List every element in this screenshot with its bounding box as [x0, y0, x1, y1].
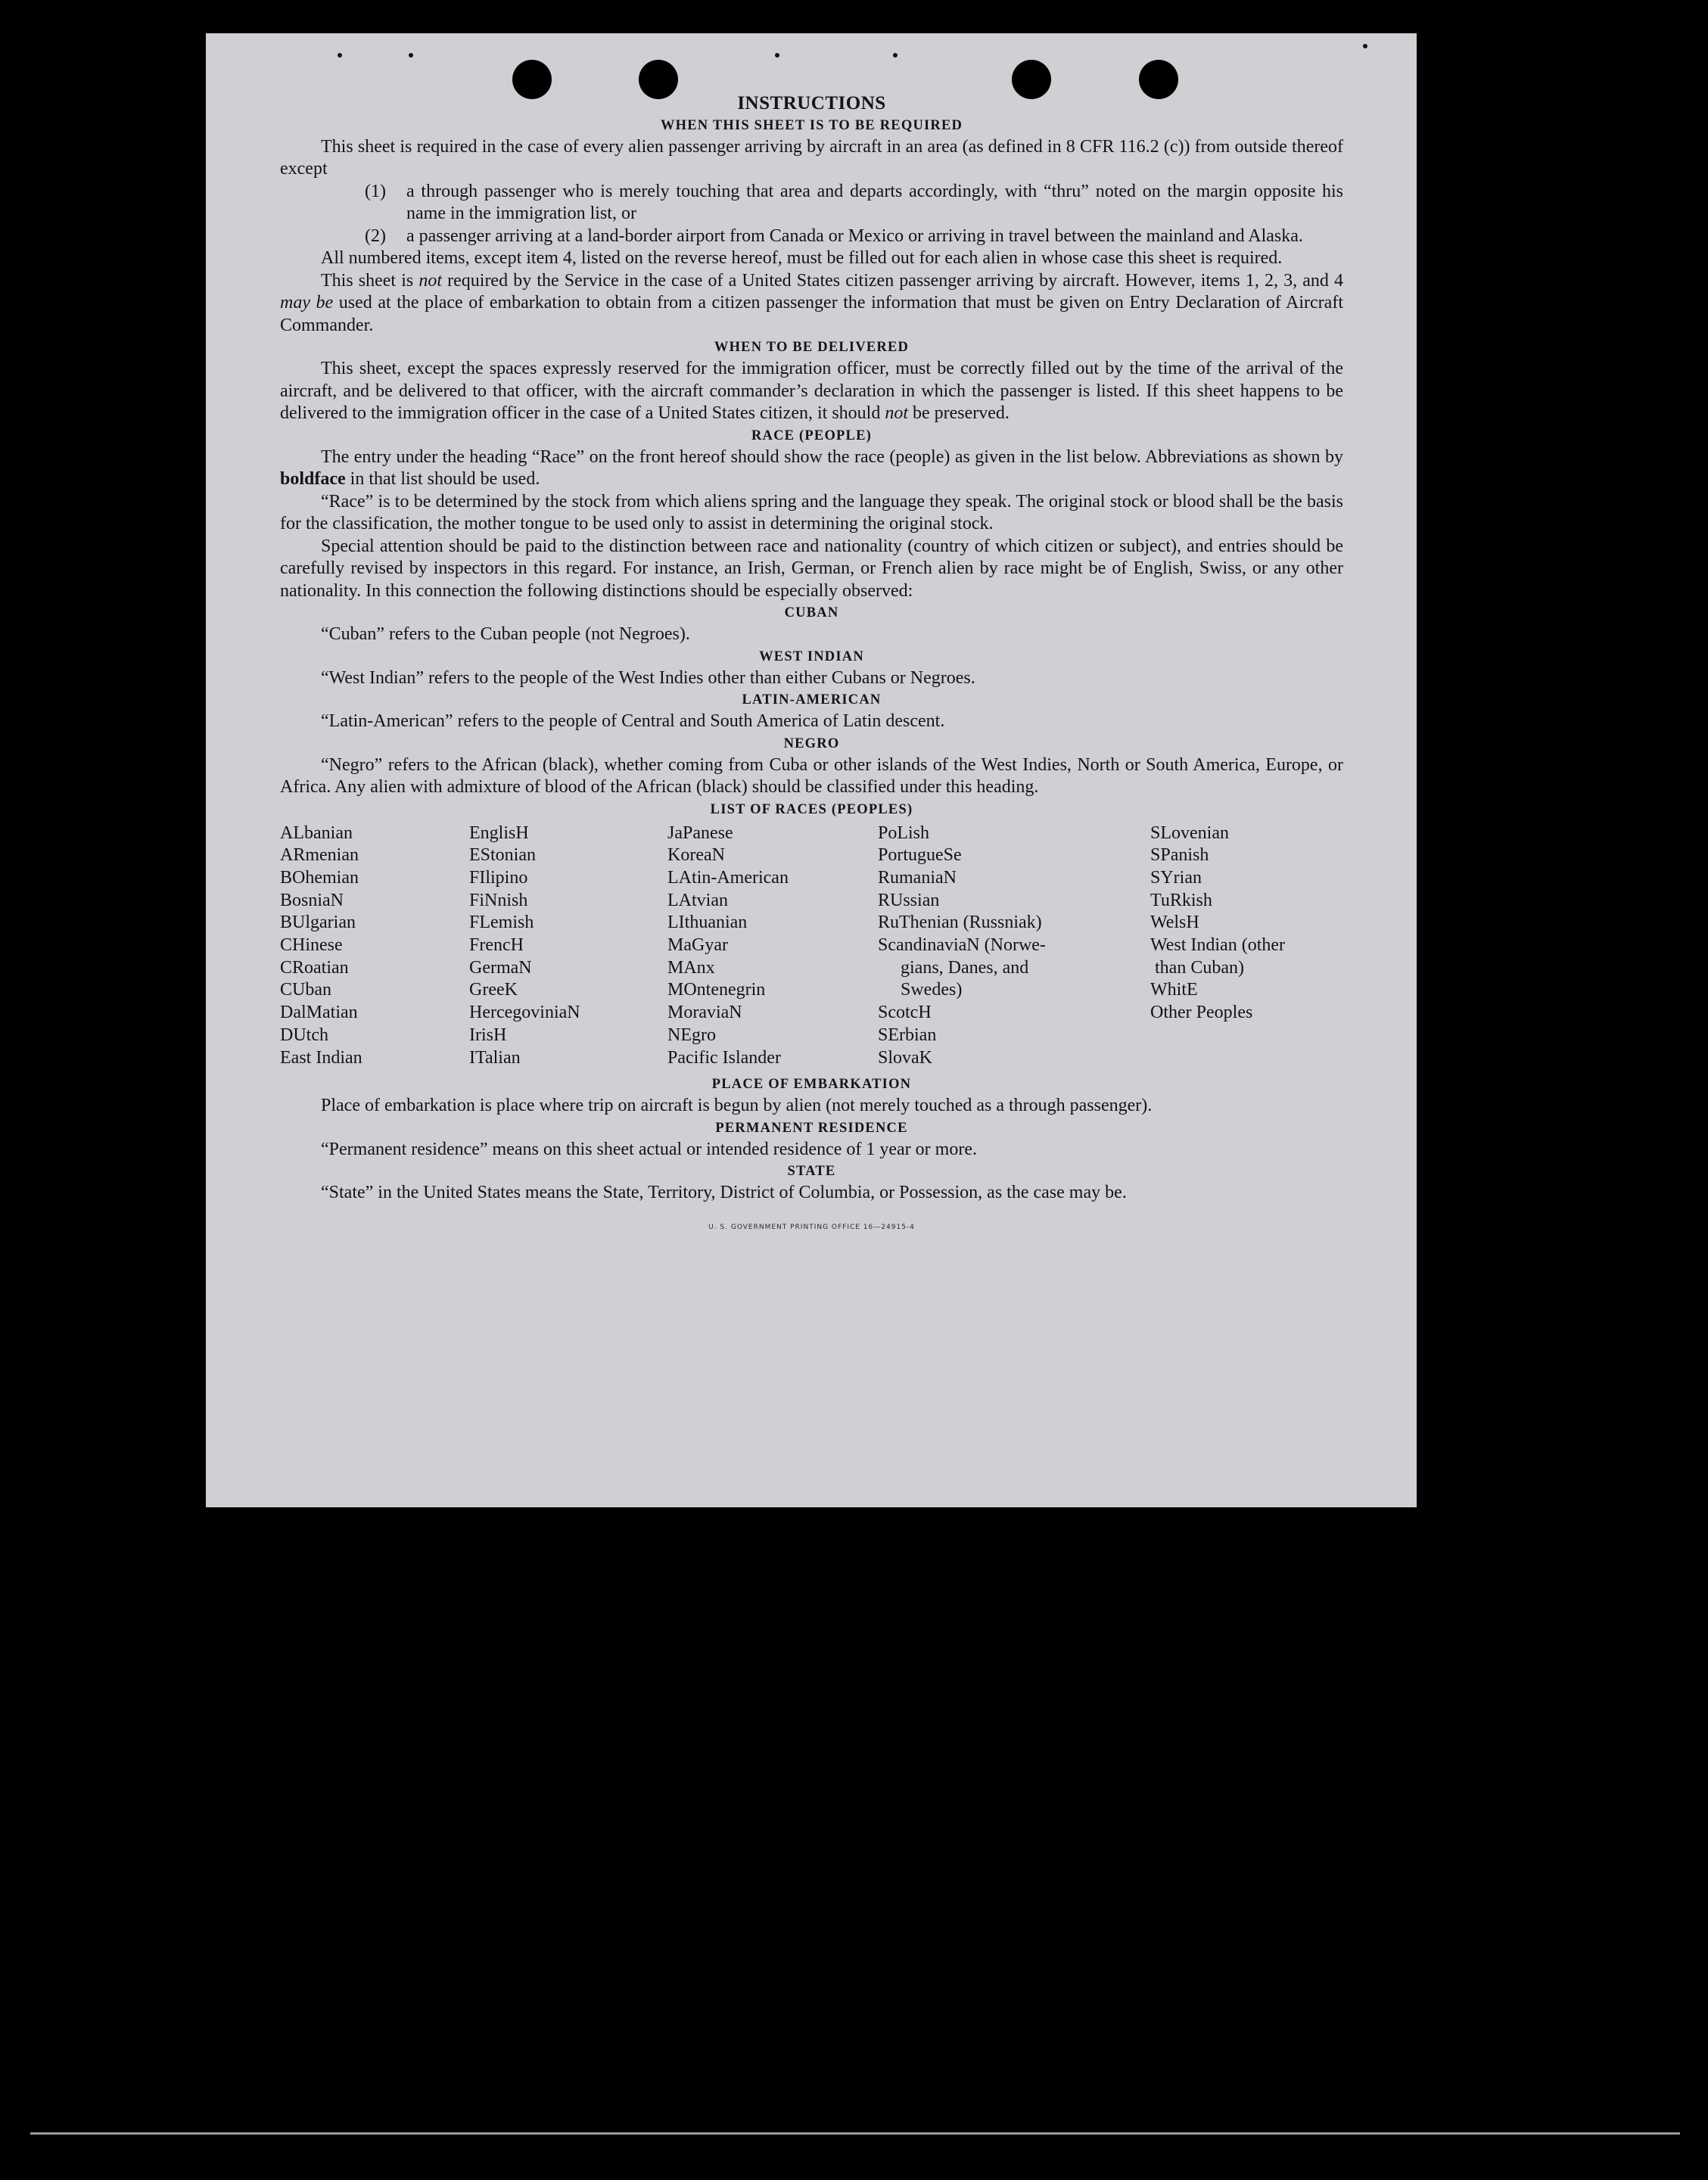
race-item: CRoatian	[280, 957, 349, 978]
race-item: LAtvian	[667, 890, 728, 910]
section-heading: PLACE OF EMBARKATION	[711, 1077, 912, 1093]
page-title: INSTRUCTIONS	[737, 93, 886, 114]
race-item-continued: than Cuban)	[1155, 957, 1244, 978]
list-item	[365, 225, 1343, 248]
instructions-body	[280, 92, 1343, 1239]
race-item: SYrian	[1150, 867, 1202, 888]
races-column	[878, 823, 1150, 1070]
paragraph: “Cuban” refers to the Cuban people (not Negroes).	[321, 624, 690, 644]
race-item: PoLish	[878, 823, 930, 843]
paragraph: “Permanent residence” means on this sheet actual or intended residence of 1 year or more.	[321, 1139, 977, 1159]
text-run: Abbreviations as shown by	[1144, 446, 1343, 467]
section-heading: STATE	[787, 1164, 836, 1180]
speck	[775, 53, 779, 58]
text-run: used at the place of embarkation to obtain from a citizen passenger the information that must be given on Entry Declaration of Aircraft Commander.	[280, 293, 1343, 335]
race-item: BosniaN	[280, 890, 344, 910]
race-item: PortugueSe	[878, 845, 962, 866]
emphasis: not	[418, 270, 443, 291]
race-item: RuThenian (Russniak)	[878, 913, 1042, 933]
printer-imprint: U. S. GOVERNMENT PRINTING OFFICE 16—24915-4	[708, 1223, 915, 1231]
race-item: Pacific Islander	[667, 1047, 781, 1068]
scan-edge-line	[30, 2132, 1680, 2135]
section-heading: RACE (PEOPLE)	[751, 428, 872, 443]
list-number: (2)	[365, 225, 386, 246]
section-heading: PERMANENT RESIDENCE	[715, 1120, 908, 1136]
emphasis: may be	[280, 293, 334, 313]
speck	[338, 53, 342, 58]
document-page	[206, 33, 1417, 1507]
race-item: NEgro	[667, 1025, 716, 1045]
race-item: WhitE	[1150, 980, 1198, 1000]
paragraph	[280, 446, 1343, 491]
list-number: (1)	[365, 181, 386, 201]
race-item: RumaniaN	[878, 867, 957, 888]
section-heading: CUBAN	[784, 605, 839, 620]
race-item: RUssian	[878, 890, 940, 910]
text-run: in that list should be used.	[345, 469, 540, 489]
race-item: CHinese	[280, 935, 343, 956]
races-column	[469, 823, 667, 1070]
text-run: be preserved.	[908, 403, 1010, 423]
race-item: LIthuanian	[667, 913, 748, 933]
races-column	[667, 823, 878, 1070]
race-item-continued: Swedes)	[901, 980, 963, 1000]
paragraph	[280, 270, 1343, 337]
speck	[893, 53, 898, 58]
race-item: EnglisH	[469, 823, 529, 843]
race-item: MAnx	[667, 957, 715, 978]
race-item: DUtch	[280, 1025, 328, 1045]
race-item: WelsH	[1150, 913, 1199, 933]
race-item: SErbian	[878, 1025, 937, 1045]
paragraph	[280, 358, 1343, 425]
section-heading: WHEN TO BE DELIVERED	[714, 340, 910, 355]
race-item: ScotcH	[878, 1003, 932, 1023]
race-item: JaPanese	[667, 823, 733, 843]
emphasis: not	[885, 403, 908, 423]
race-item: MaGyar	[667, 935, 728, 956]
text-run: The entry under the heading “Race” on the front hereof should show the race (people) as given in the list below.	[321, 446, 1141, 467]
text-run: This sheet, except the spaces expressly reserved for the immigration officer, must be correctly filled out by the time of the arrival of the aircraft, and be delivered to that officer, with the aircraft commander’s declaration in which the passenger is listed. If this sheet happens to be delivered to the immigration officer in the case of a United States citizen, it should	[280, 359, 1343, 423]
race-item: IrisH	[469, 1025, 507, 1045]
race-item: SlovaK	[878, 1047, 932, 1068]
races-column	[280, 823, 469, 1070]
race-item: GreeK	[469, 980, 518, 1000]
section-heading: LATIN-AMERICAN	[742, 692, 882, 707]
section-heading: LIST OF RACES (PEOPLES)	[710, 801, 913, 817]
race-item: GermaN	[469, 957, 532, 978]
paragraph: All numbered items, except item 4, listed on the reverse hereof, must be filled out for each alien in whose case this sheet is required.	[321, 248, 1283, 268]
race-item: MoraviaN	[667, 1003, 742, 1023]
paragraph: “State” in the United States means the State, Territory, District of Columbia, or Possession, as the case may be.	[321, 1183, 1127, 1203]
race-item: KoreaN	[667, 845, 725, 866]
races-list	[280, 823, 1343, 1070]
races-column	[1150, 823, 1343, 1070]
list-item	[365, 181, 1343, 225]
race-item: TuRkish	[1150, 890, 1212, 910]
paragraph: This sheet is required in the case of every alien passenger arriving by aircraft in an area (as defined in 8 CFR 116.2 (c)) from outside thereof except	[280, 136, 1343, 179]
race-item: DalMatian	[280, 1003, 358, 1023]
race-item: ARmenian	[280, 845, 359, 866]
section-heading: WHEN THIS SHEET IS TO BE REQUIRED	[660, 117, 963, 133]
paragraph: “Latin-American” refers to the people of Central and South America of Latin descent.	[321, 711, 945, 731]
section-heading: WEST INDIAN	[759, 648, 864, 664]
speck	[409, 53, 413, 58]
list-text: a through passenger who is merely touching that area and departs accordingly, with “thru” noted on the margin opposite his name in the immigration list, or	[406, 181, 1343, 223]
race-item: West Indian (other	[1150, 935, 1286, 956]
paragraph: Special attention should be paid to the distinction between race and nationality (country of which citizen or subject), and entries should be carefully revised by inspectors in this regard. For instance, an Irish, German, or French alien by race might be of English, Swiss, or any other nationality. In this connection the following distinctions should be especially observed:	[280, 536, 1343, 601]
race-item: FiNnish	[469, 890, 528, 910]
text-run: This sheet is	[321, 270, 419, 291]
section-heading: NEGRO	[783, 735, 840, 751]
race-item-continued: gians, Danes, and	[901, 957, 1029, 978]
race-item: FrencH	[469, 935, 524, 956]
race-item: HercegoviniaN	[469, 1003, 580, 1023]
race-item: ITalian	[469, 1047, 521, 1068]
text-run: required by the Service in the case of a United States citizen passenger arriving by aircraft. However, items 1, 2, 3, and 4	[442, 270, 1343, 291]
race-item: East Indian	[280, 1047, 362, 1068]
list-text: a passenger arriving at a land-border airport from Canada or Mexico or arriving in travel between the mainland and Alaska.	[406, 225, 1303, 246]
race-item: SLovenian	[1150, 823, 1229, 843]
race-item: Other Peoples	[1150, 1003, 1253, 1023]
paragraph: Place of embarkation is place where trip on aircraft is begun by alien (not merely touched as a through passenger).	[321, 1096, 1153, 1116]
race-item: LAtin-American	[667, 867, 789, 888]
race-item: FLemish	[469, 913, 534, 933]
race-item: BOhemian	[280, 867, 359, 888]
race-item: ALbanian	[280, 823, 353, 843]
paragraph: “Negro” refers to the African (black), whether coming from Cuba or other islands of the West Indies, North or South America, Europe, or Africa. Any alien with admixture of blood of the African (black) should be classified under this heading.	[280, 754, 1343, 797]
race-item: ScandinaviaN (Norwe-	[878, 935, 1046, 956]
race-item: CUban	[280, 980, 331, 1000]
paragraph: “Race” is to be determined by the stock from which aliens spring and the language they speak. The original stock or blood shall be the basis for the classification, the mother tongue to be used only to assist in determining the original stock.	[280, 491, 1343, 533]
speck	[1363, 44, 1367, 48]
race-item: MOntenegrin	[667, 980, 766, 1000]
race-item: EStonian	[469, 845, 536, 866]
race-item: FIlipino	[469, 867, 528, 888]
paragraph: “West Indian” refers to the people of the West Indies other than either Cubans or Negroes.	[321, 667, 975, 688]
bold-word: boldface	[280, 469, 346, 489]
race-item: SPanish	[1150, 845, 1209, 866]
race-item: BUlgarian	[280, 913, 356, 933]
